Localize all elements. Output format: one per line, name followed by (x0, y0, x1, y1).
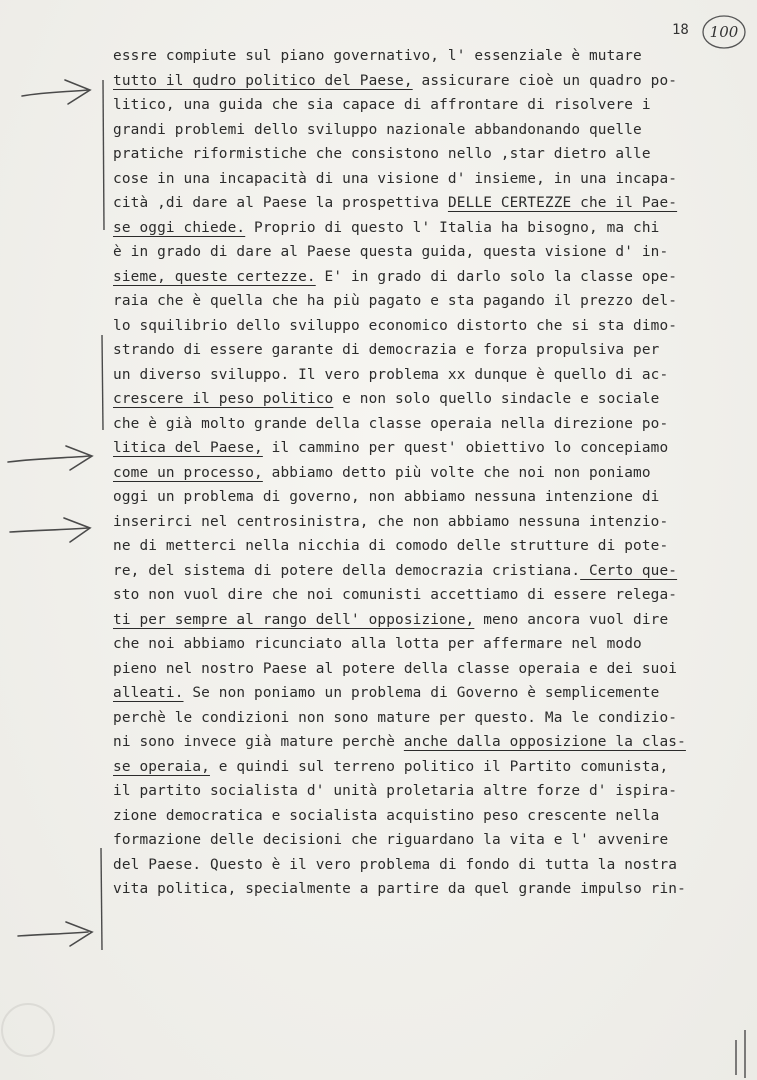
text-segment: il partito socialista d' unità proletaria altre forze d' ispira- (113, 783, 678, 799)
text-line (113, 853, 723, 878)
text-segment: e non solo quello sindacle e sociale (333, 391, 660, 407)
text-segment: ne di metterci nella nicchia di comodo delle strutture di pote- (113, 538, 669, 554)
text-line (113, 436, 723, 461)
handwritten-number-text: 100 (709, 23, 739, 41)
text-segment: vita politica, specialmente a partire da quel grande impulso rin- (113, 881, 686, 897)
text-line (113, 706, 723, 731)
text-segment: pratiche riformistiche che consistono nello ,star dietro alle (113, 146, 651, 162)
underlined-text: crescere il peso politico (113, 391, 334, 407)
typed-text-body (113, 44, 723, 902)
text-line (113, 387, 723, 412)
text-line (113, 730, 723, 755)
underlined-text: sieme, queste certezze. (113, 268, 316, 285)
text-line (113, 118, 723, 143)
text-segment: che noi abbiamo ricunciato alla lotta per affermare nel modo (113, 636, 642, 652)
margin-arrow-icon (8, 446, 92, 470)
text-segment: è in grado di dare al Paese questa guida, questa visione d' in- (113, 244, 669, 260)
text-line (113, 755, 723, 780)
text-line (113, 461, 723, 486)
underlined-text: tutto il qudro politico del Paese, (113, 72, 413, 89)
text-line (113, 632, 723, 657)
text-segment: un diverso sviluppo. Il vero problema xx dunque è quello di ac- (113, 366, 669, 383)
text-line (113, 534, 723, 559)
text-segment: essre compiute sul piano governativo, l' essenziale è mutare (113, 48, 642, 64)
text-segment: E' in grado di darlo solo la classe ope- (315, 268, 678, 285)
text-line (113, 216, 723, 241)
text-segment: e quindi sul terreno politico il Partito comunista, (209, 758, 669, 775)
text-segment: che è già molto grande della classe operaia nella direzione po- (113, 415, 669, 432)
text-segment: perchè le condizioni non sono mature per questo. Ma le condizio- (113, 709, 678, 726)
underlined-text: se operaia, (113, 758, 210, 775)
text-line (113, 69, 723, 94)
margin-bracket-icon (101, 848, 102, 950)
underlined-text: anche dalla opposizione la clas- (403, 734, 686, 750)
text-line (113, 44, 723, 69)
text-segment: meno ancora vuol dire (474, 611, 669, 628)
text-segment: cose in una incapacità di una visione d' insieme, in una incapa- (113, 170, 678, 187)
text-segment: inserirci nel centrosinistra, che non abbiamo nessuna intenzio- (113, 513, 669, 530)
margin-arrow-icon (22, 80, 90, 104)
page-number: 18 (672, 22, 689, 38)
text-line (113, 877, 723, 902)
text-segment: formazione delle decisioni che riguardano la vita e l' avvenire (113, 832, 669, 848)
underlined-text: se oggi chiede. (113, 219, 246, 236)
text-line (113, 804, 723, 829)
text-line (113, 314, 723, 339)
text-line (113, 240, 723, 265)
text-line (113, 681, 723, 706)
text-segment: strando di essere garante di democrazia e forza propulsiva per (113, 342, 660, 358)
text-segment: cità ,di dare al Paese la prospettiva (113, 195, 448, 211)
text-segment: oggi un problema di governo, non abbiamo nessuna intenzione di (113, 489, 660, 505)
margin-bracket-icon (103, 80, 104, 230)
underlined-text: come un processo, (113, 464, 263, 481)
text-segment: zione democratica e socialista acquistino peso crescente nella (113, 807, 660, 824)
text-line (113, 338, 723, 363)
margin-bracket-icon (102, 335, 103, 430)
underlined-text: alleati. (113, 685, 184, 701)
text-line (113, 363, 723, 388)
text-segment: litico, una guida che sia capace di affrontare di risolvere i (113, 97, 651, 113)
text-segment: ni sono invece già mature perchè (113, 734, 404, 750)
underlined-text: Certo que- (580, 562, 678, 579)
text-segment: il cammino per quest' obiettivo lo concepiamo (262, 440, 669, 456)
margin-arrow-icon (10, 518, 90, 542)
underlined-text: ti per sempre al rango dell' opposizione, (113, 611, 475, 628)
text-line (113, 828, 723, 853)
text-line (113, 559, 723, 584)
text-line (113, 779, 723, 804)
text-segment: raia che è quella che ha più pagato e sta pagando il prezzo del- (113, 293, 678, 309)
text-line (113, 167, 723, 192)
text-segment: re, del sistema di potere della democrazia cristiana. (113, 562, 581, 579)
text-line (113, 191, 723, 216)
text-line (113, 608, 723, 633)
text-segment: lo squilibrio dello sviluppo economico distorto che si sta dimo- (113, 317, 678, 334)
text-segment: Proprio di questo l' Italia ha bisogno, ma chi (245, 219, 660, 236)
text-line (113, 412, 723, 437)
text-segment: pieno nel nostro Paese al potere della classe operaia e dei suoi (113, 660, 678, 677)
text-line (113, 485, 723, 510)
text-line (113, 265, 723, 290)
text-segment: Se non poniamo un problema di Governo è semplicemente (183, 685, 660, 701)
text-segment: sto non vuol dire che noi comunisti accettiamo di essere relega- (113, 587, 678, 603)
underlined-text: DELLE CERTEZZE che il Pae- (447, 195, 678, 211)
text-line (113, 289, 723, 314)
text-line (113, 142, 723, 167)
text-line (113, 583, 723, 608)
underlined-text: litica del Paese, (113, 440, 263, 456)
text-segment: del Paese. Questo è il vero problema di fondo di tutta la nostra (113, 856, 678, 873)
text-line (113, 93, 723, 118)
text-segment: abbiamo detto più volte che noi non poniamo (262, 464, 651, 481)
text-line (113, 510, 723, 535)
text-segment: assicurare cioè un quadro po- (412, 72, 678, 89)
text-segment: grandi problemi dello sviluppo nazionale abbandonando quelle (113, 121, 642, 138)
margin-arrow-icon (18, 922, 92, 946)
text-line (113, 657, 723, 682)
